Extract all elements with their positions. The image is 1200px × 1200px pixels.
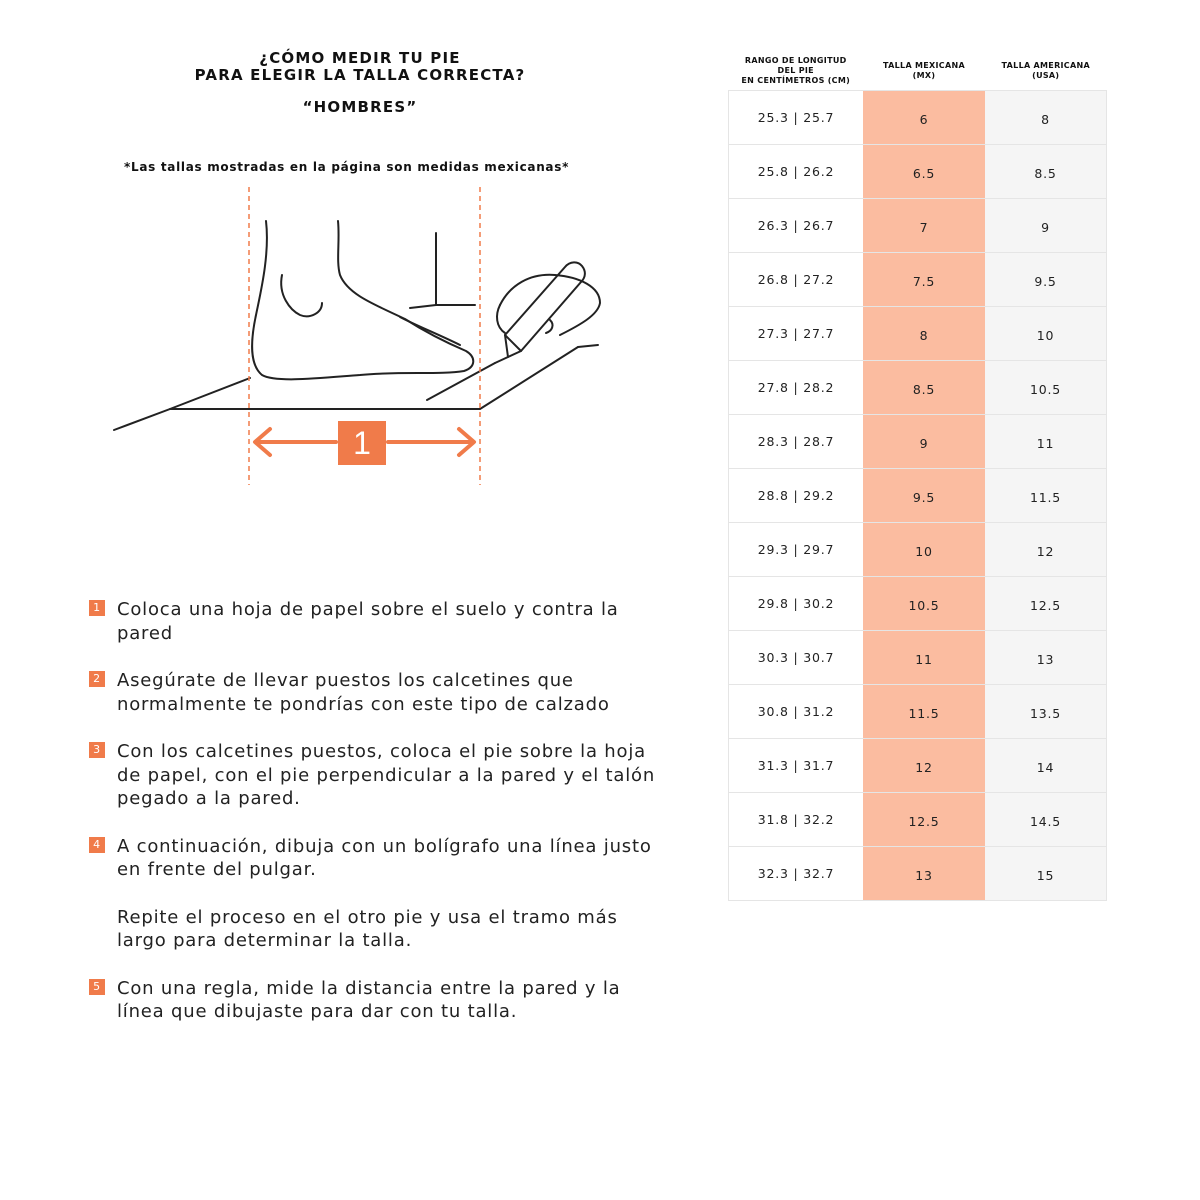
mx-size-cell: 8 bbox=[863, 307, 985, 361]
title-line-2: PARA ELEGIR LA TALLA CORRECTA? bbox=[194, 66, 526, 84]
title-line-1: ¿CÓMO MEDIR TU PIE bbox=[259, 49, 461, 67]
us-size-cell: 12.5 bbox=[985, 577, 1107, 631]
step-text: Asegúrate de llevar puestos los calcetines que normalmente te pondrías con este tipo de calzado bbox=[117, 670, 610, 715]
page-title bbox=[110, 50, 610, 84]
step-3 bbox=[88, 740, 668, 811]
size-note: *Las tallas mostradas en la página son medidas mexicanas* bbox=[124, 160, 570, 174]
step-2 bbox=[88, 669, 668, 716]
range-cell: 26.3 | 26.7 bbox=[729, 199, 864, 253]
step-5 bbox=[88, 977, 668, 1024]
mx-size-cell: 9 bbox=[863, 415, 985, 469]
table-row bbox=[729, 145, 1107, 199]
mx-size-cell: 11.5 bbox=[863, 685, 985, 739]
mx-size-cell: 12 bbox=[863, 739, 985, 793]
table-header-row bbox=[729, 52, 1107, 91]
table-row bbox=[729, 199, 1107, 253]
table-row bbox=[729, 253, 1107, 307]
table-row bbox=[729, 793, 1107, 847]
step-extra-text: Repite el proceso en el otro pie y usa el tramo más largo para determinar la talla. bbox=[117, 906, 618, 951]
step-number-badge: 5 bbox=[89, 979, 105, 995]
mx-size-cell: 10.5 bbox=[863, 577, 985, 631]
us-size-cell: 11 bbox=[985, 415, 1107, 469]
mx-size-cell: 13 bbox=[863, 847, 985, 901]
step-text: Con los calcetines puestos, coloca el pie sobre la hoja de papel, con el pie perpendicular a la pared y el talón pegado a la pared. bbox=[117, 741, 656, 809]
wall-line bbox=[410, 233, 436, 308]
step-marker-label: 1 bbox=[353, 425, 371, 461]
mx-size-cell: 6 bbox=[863, 91, 985, 145]
header-us-line: TALLA AMERICANA bbox=[1001, 61, 1090, 70]
range-cell: 25.3 | 25.7 bbox=[729, 91, 864, 145]
us-size-cell: 12 bbox=[985, 523, 1107, 577]
table-row bbox=[729, 685, 1107, 739]
us-size-cell: 11.5 bbox=[985, 469, 1107, 523]
table-row bbox=[729, 307, 1107, 361]
mx-size-cell: 7 bbox=[863, 199, 985, 253]
header-us-line: (USA) bbox=[1032, 71, 1060, 80]
page-subtitle: “HOMBRES” bbox=[302, 98, 418, 116]
range-cell: 27.8 | 28.2 bbox=[729, 361, 864, 415]
table-row bbox=[729, 577, 1107, 631]
foot-measure-illustration bbox=[100, 185, 620, 490]
table-row bbox=[729, 847, 1107, 901]
range-cell: 28.3 | 28.7 bbox=[729, 415, 864, 469]
step-number-badge: 2 bbox=[89, 671, 105, 687]
header-range-line: DEL PIE bbox=[777, 66, 814, 75]
table-row bbox=[729, 469, 1107, 523]
range-cell: 30.3 | 30.7 bbox=[729, 631, 864, 685]
table-row bbox=[729, 739, 1107, 793]
table-row bbox=[729, 361, 1107, 415]
step-1 bbox=[88, 598, 668, 645]
header-mx bbox=[863, 52, 985, 91]
size-table-body bbox=[729, 91, 1107, 901]
mx-size-cell: 8.5 bbox=[863, 361, 985, 415]
mx-size-cell: 11 bbox=[863, 631, 985, 685]
us-size-cell: 14 bbox=[985, 739, 1107, 793]
mx-size-cell: 12.5 bbox=[863, 793, 985, 847]
range-cell: 29.8 | 30.2 bbox=[729, 577, 864, 631]
table-row bbox=[729, 523, 1107, 577]
us-size-cell: 13 bbox=[985, 631, 1107, 685]
header-range bbox=[729, 52, 864, 91]
us-size-cell: 10.5 bbox=[985, 361, 1107, 415]
us-size-cell: 14.5 bbox=[985, 793, 1107, 847]
header-range-line: EN CENTÍMETROS (CM) bbox=[741, 76, 851, 85]
range-cell: 25.8 | 26.2 bbox=[729, 145, 864, 199]
step-text: Con una regla, mide la distancia entre la pared y la línea que dibujaste para dar con tu talla. bbox=[117, 977, 621, 1022]
mx-size-cell: 7.5 bbox=[863, 253, 985, 307]
floor-paper bbox=[114, 378, 250, 430]
us-size-cell: 8.5 bbox=[985, 145, 1107, 199]
range-cell: 27.3 | 27.7 bbox=[729, 307, 864, 361]
step-text: Coloca una hoja de papel sobre el suelo y contra la pared bbox=[117, 599, 619, 644]
size-table bbox=[728, 52, 1107, 901]
steps-list bbox=[88, 598, 668, 1024]
us-size-cell: 10 bbox=[985, 307, 1107, 361]
range-cell: 31.3 | 31.7 bbox=[729, 739, 864, 793]
step-4 bbox=[88, 835, 668, 953]
us-size-cell: 8 bbox=[985, 91, 1107, 145]
range-cell: 29.3 | 29.7 bbox=[729, 523, 864, 577]
step-number-badge: 1 bbox=[89, 600, 105, 616]
us-size-cell: 9.5 bbox=[985, 253, 1107, 307]
range-cell: 28.8 | 29.2 bbox=[729, 469, 864, 523]
mx-size-cell: 9.5 bbox=[863, 469, 985, 523]
range-cell: 30.8 | 31.2 bbox=[729, 685, 864, 739]
header-mx-line: TALLA MEXICANA bbox=[883, 61, 965, 70]
table-row bbox=[729, 631, 1107, 685]
header-mx-line: (MX) bbox=[912, 71, 936, 80]
header-us bbox=[985, 52, 1107, 91]
step-text: A continuación, dibuja con un bolígrafo una línea justo en frente del pulgar. bbox=[117, 835, 652, 880]
us-size-cell: 15 bbox=[985, 847, 1107, 901]
mx-size-cell: 10 bbox=[863, 523, 985, 577]
header-range-line: RANGO DE LONGITUD bbox=[744, 56, 847, 65]
range-cell: 26.8 | 27.2 bbox=[729, 253, 864, 307]
mx-size-cell: 6.5 bbox=[863, 145, 985, 199]
table-row bbox=[729, 91, 1107, 145]
step-number-badge: 4 bbox=[89, 837, 105, 853]
range-cell: 31.8 | 32.2 bbox=[729, 793, 864, 847]
range-cell: 32.3 | 32.7 bbox=[729, 847, 864, 901]
us-size-cell: 13.5 bbox=[985, 685, 1107, 739]
step-number-badge: 3 bbox=[89, 742, 105, 758]
us-size-cell: 9 bbox=[985, 199, 1107, 253]
table-row bbox=[729, 415, 1107, 469]
